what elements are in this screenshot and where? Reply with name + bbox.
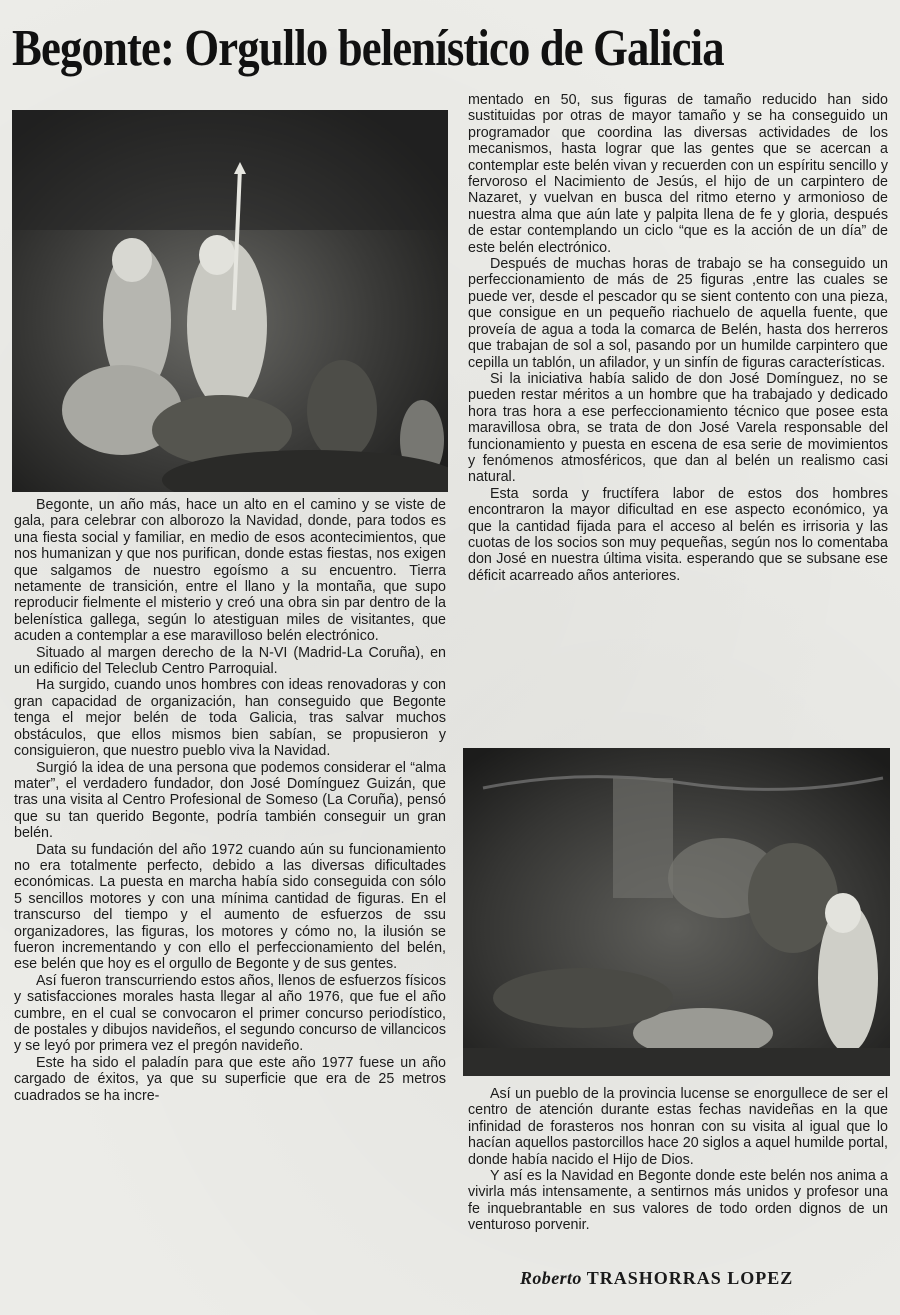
article-column-left — [14, 497, 446, 1312]
headline: Begonte: Orgullo belenístico de Galicia — [12, 20, 724, 77]
paragraph: Y así es la Navidad en Begonte donde este belén nos anima a vivirla más intensamente, a sentirnos más unidos y profesor una fe inquebrantable en sus valores de todo orden dignos de un venturoso porvenir. — [468, 1168, 888, 1234]
paragraph: Ha surgido, cuando unos hombres con ideas renovadoras y con gran capacidad de organización, han conseguido que Begonte tenga el mejor belén de toda Galicia, tras salvar muchos obstáculos, que ellos mismos bien sabían, se propusieron y consiguieron, que nuestro pueblo viva la Navidad. — [14, 677, 446, 760]
paragraph: Surgió la idea de una persona que podemos considerar el “alma mater”, el verdadero fundador, don José Domínguez Guizán, que tras una visita al Centro Profesional de Someso (La Coruña), pensó que su tan querido Begonte, podría también conseguir un gran belén. — [14, 759, 446, 842]
paragraph: Después de muchas horas de trabajo se ha conseguido un perfeccionamiento de más de 25 figuras ,entre las cuales se puede ver, desde el pescador qu se sient contento con una pieza, que consigue en un pequeño riachuelo de aquella fuente, que proveía de agua a toda la comarca de Belén, hasta dos herreros que trabajan de sol a sol, pasando por un humilde carpintero que cepilla un tablón, un afilador, y un sinfín de figuras características. — [468, 256, 888, 371]
author-first-name: Roberto — [520, 1268, 582, 1288]
nativity-photo-bottom — [463, 748, 890, 1076]
paragraph: Esta sorda y fructífera labor de estos dos hombres encontraron la mayor dificultad en ese aspecto económico, ya que la cantidad fijada para el acceso al belén es irrisoria y las cuotas de los socios son muy pequeñas, según nos lo comentaba don José en nuestra última visita. esperando que se subsane ese déficit acarreado años anteriores. — [468, 485, 888, 584]
article-column-right — [468, 92, 888, 742]
paragraph: mentado en 50, sus figuras de tamaño reducido han sido sustituidas por otras de mayor tamaño y se ha conseguido un programador que coordina las diversas actividades de los mecanismos, hasta lograr que las gentes que se acercan a contemplar este belén vivan y recuerden con un espíritu sencillo y fervoroso el Nacimiento de Jesús, el hijo de un carpintero de Nazaret, y vuelvan en busca del ritmo eterno y armonioso de nuestra alma que aún late y palpita llena de fe y gloria, después de estar contemplando un ciclo “que es la acción de un día” de este belén electrónico. — [468, 92, 888, 256]
article-column-closing — [468, 1086, 888, 1276]
nativity-photo-top — [12, 110, 448, 492]
paragraph: Si la iniciativa había salido de don José Domínguez, no se pueden restar méritos a un hombre que ha trabajado y dedicado hora tras hora a ese perfeccionamiento técnico que posee esta maravillosa obra, se trata de don José Varela responsable del funcionamiento y puesta en escena de esa serie de movimientos y fenómenos atmosféricos, que dan al belén un realismo casi natural. — [468, 370, 888, 486]
paragraph: Así fueron transcurriendo estos años, llenos de esfuerzos físicos y satisfacciones morales hasta llegar al año 1976, que fue el año cumbre, en el cual se convocaron el primer concurso periodístico, de postales y dibujos navideños, el segundo concurso de villancicos y se leyó por primera vez el pregón navideño. — [14, 972, 446, 1055]
paragraph: Situado al margen derecho de la N-VI (Madrid-La Coruña), en un edificio del Teleclub Centro Parroquial. — [14, 644, 446, 678]
byline — [520, 1268, 880, 1289]
author-surname: TRASHORRAS LOPEZ — [586, 1268, 794, 1288]
paragraph: Este ha sido el paladín para que este año 1977 fuese un año cargado de éxitos, ya que su superficie que era de 25 metros cuadrados se ha incre- — [14, 1054, 446, 1104]
paragraph: Begonte, un año más, hace un alto en el camino y se viste de gala, para celebrar con alborozo la Navidad, donde, para todos es una fiesta social y familiar, en medio de esos acontecimientos, que nos humanizan y que nos purifican, donde estas fiestas, nos exigen que salgamos de nuestro egoísmo a su encuentro. Tierra netamente de transición, entre el llano y la montaña, que supo reproducir fielmente el misterio y creó una obra sin par dentro de la belenística gallega, según lo atestiguan miles de visitantes, que acuden a contemplar a ese maravilloso belén electrónico. — [14, 497, 446, 645]
paragraph: Data su fundación del año 1972 cuando aún su funcionamiento no era totalmente perfecto, debido a las diversas dificultades económicas. La puesta en marcha había sido conseguida con sólo 5 sencillos motores y con una mínima cantidad de figuras. En el transcurso del tiempo y el aumento de esfuerzos de ssu organizadores, las figuras, los motores y cómo no, la ilusión se fueron incrementando y con ello el perfeccionamiento del belén, ese belén que hoy es el orgullo de Begonte y de sus gentes. — [14, 841, 446, 973]
paragraph: Así un pueblo de la provincia lucense se enorgullece de ser el centro de atención durante estas fechas navideñas en la que infinidad de forasteros nos honran con su visita al igual que lo hacían aquellos pastorcillos hace 20 siglos a aquel humilde portal, donde había nacido el Hijo de Dios. — [468, 1086, 888, 1168]
